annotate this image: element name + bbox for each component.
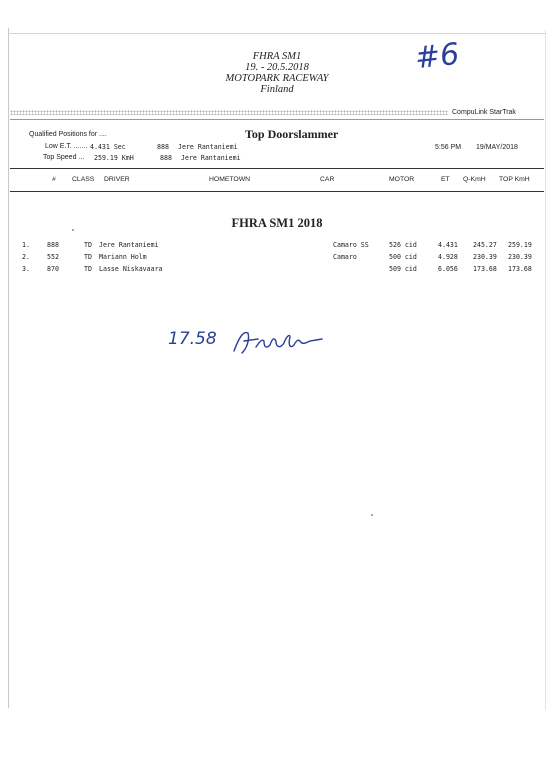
result-class: TD bbox=[84, 265, 92, 273]
top-speed-label: Top Speed ... bbox=[43, 154, 85, 161]
result-row bbox=[0, 265, 554, 275]
result-driver: Lasse Niskavaara bbox=[99, 265, 163, 273]
qualified-label: Qualified Positions for .... bbox=[29, 131, 107, 138]
col-hometown: HOMETOWN bbox=[209, 176, 251, 183]
col-topkmh: TOP KmH bbox=[499, 176, 530, 183]
result-class: TD bbox=[84, 241, 92, 249]
result-car: Camaro bbox=[333, 253, 357, 261]
date: 19/MAY/2018 bbox=[476, 144, 518, 151]
low-et-label: Low E.T. ....... bbox=[45, 143, 88, 150]
result-et: 6.056 bbox=[438, 265, 458, 273]
columns-bottom-rule bbox=[10, 191, 544, 192]
result-motor: 526 cid bbox=[389, 241, 417, 249]
col-class: CLASS bbox=[72, 176, 95, 183]
col-num: # bbox=[52, 176, 56, 183]
handwritten-round: #6 bbox=[413, 36, 461, 77]
result-num: 870 bbox=[47, 265, 59, 273]
result-qkmh: 173.68 bbox=[473, 265, 497, 273]
result-topkmh: 259.19 bbox=[508, 241, 532, 249]
result-class: TD bbox=[84, 253, 92, 261]
result-pos: 2. bbox=[22, 253, 30, 261]
series-title: FHRA SM1 bbox=[252, 51, 302, 62]
result-car: Camaro SS bbox=[333, 241, 369, 249]
result-num: 552 bbox=[47, 253, 59, 261]
scan-speck bbox=[72, 229, 74, 231]
col-car: CAR bbox=[320, 176, 335, 183]
page-top-edge bbox=[8, 33, 546, 34]
result-et: 4.928 bbox=[438, 253, 458, 261]
event-title: FHRA SM1 2018 bbox=[231, 216, 323, 230]
result-motor: 500 cid bbox=[389, 253, 417, 261]
result-num: 888 bbox=[47, 241, 59, 249]
low-et-number: 888 bbox=[157, 143, 169, 151]
event-dates: 19. - 20.5.2018 bbox=[245, 62, 309, 73]
page-right-edge bbox=[545, 30, 546, 710]
brand-rule bbox=[10, 119, 544, 120]
result-motor: 509 cid bbox=[389, 265, 417, 273]
low-et-driver: Jere Rantaniemi bbox=[178, 143, 238, 151]
result-pos: 1. bbox=[22, 241, 30, 249]
col-motor: MOTOR bbox=[389, 176, 415, 183]
class-title: Top Doorslammer bbox=[245, 127, 339, 141]
handwritten-signature bbox=[230, 327, 325, 357]
col-driver: DRIVER bbox=[104, 176, 130, 183]
time: 5:56 PM bbox=[435, 144, 462, 151]
result-pos: 3. bbox=[22, 265, 30, 273]
low-et-value: 4.431 Sec bbox=[90, 143, 126, 151]
country: Finland bbox=[260, 84, 294, 95]
compulink-brand: CompuLink StarTrak bbox=[452, 109, 516, 116]
col-qkmh: Q-KmH bbox=[463, 176, 486, 183]
top-speed-number: 888 bbox=[160, 154, 172, 162]
result-driver: Mariann Holm bbox=[99, 253, 147, 261]
result-driver: Jere Rantaniemi bbox=[99, 241, 159, 249]
result-row bbox=[0, 241, 554, 251]
page-left-edge bbox=[8, 28, 9, 708]
result-qkmh: 245.27 bbox=[473, 241, 497, 249]
top-speed-value: 259.19 KmH bbox=[94, 154, 134, 162]
result-qkmh: 230.39 bbox=[473, 253, 497, 261]
result-et: 4.431 bbox=[438, 241, 458, 249]
col-et: ET bbox=[441, 176, 450, 183]
result-row bbox=[0, 253, 554, 263]
dotted-band bbox=[10, 110, 448, 115]
result-topkmh: 173.68 bbox=[508, 265, 532, 273]
handwritten-note: 17.58 bbox=[168, 329, 217, 349]
venue-name: MOTOPARK RACEWAY bbox=[225, 73, 329, 84]
top-speed-driver: Jere Rantaniemi bbox=[181, 154, 241, 162]
columns-top-rule bbox=[10, 168, 544, 169]
scan-speck bbox=[371, 514, 373, 516]
result-topkmh: 230.39 bbox=[508, 253, 532, 261]
